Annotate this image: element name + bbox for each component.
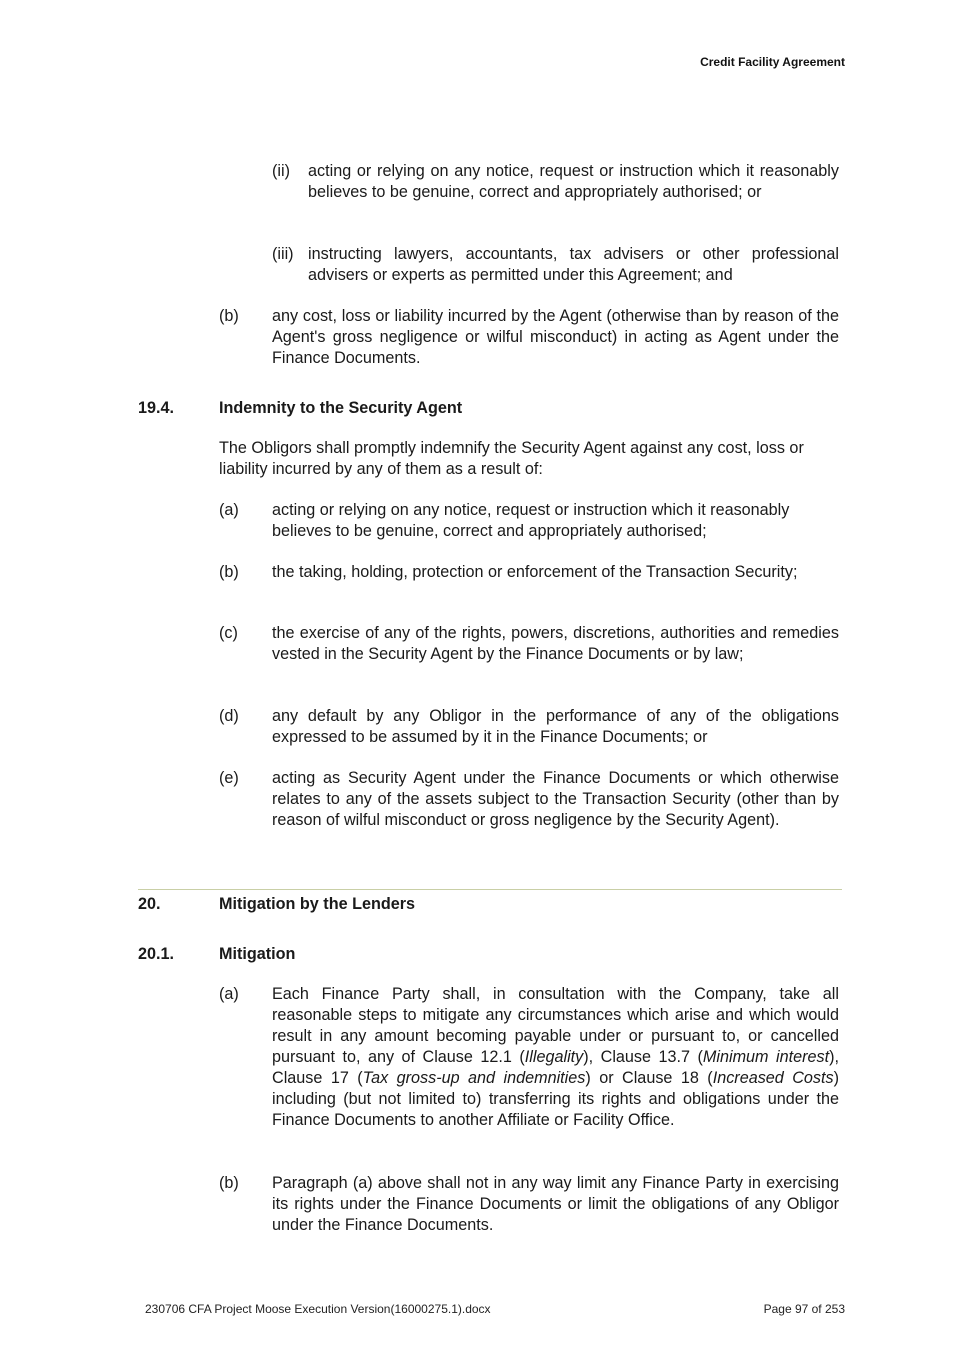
- list-item-label: (a): [219, 501, 239, 519]
- mitigation-paragraph-a: Each Finance Party shall, in consultation with the Company, take all reasonable steps to mitigate any circumstances which arise and which would result in any amount becoming payable under or pursuant to, or cancelled pursuant to, any of Clause 12.1 (Illegality), Clause 13.7 (Minimum interest), Clause 17 (Tax gross-up and indemnities) or Clause 18 (Increased Costs) including (but not limited to) transferring its rights and obligations under the Finance Documents to another Affiliate or Facility Office.: [272, 985, 840, 1129]
- running-header: Credit Facility Agreement: [700, 55, 845, 69]
- section-divider: [138, 889, 842, 890]
- clause-title-20: Mitigation by the Lenders: [219, 895, 416, 913]
- list-item-label: (b): [219, 563, 239, 581]
- item-label-ii: (ii): [272, 162, 290, 180]
- list-item-text: the exercise of any of the rights, powers, discretions, authorities and remedies vested in the Security Agent by the Finance Documents or by law;: [272, 624, 839, 663]
- clause-title-19-4: Indemnity to the Security Agent: [219, 399, 463, 417]
- list-item-text: any default by any Obligor in the performance of any of the obligations expressed to be assumed by it in the Finance Documents; or: [272, 707, 839, 746]
- list-item-text: the taking, holding, protection or enforcement of the Transaction Security;: [272, 563, 798, 581]
- footer-page-number: Page 97 of 253: [763, 1302, 845, 1316]
- list-item-label: (e): [219, 769, 239, 787]
- item-label-iii: (iii): [272, 245, 294, 263]
- clause-title-20-1: Mitigation: [219, 945, 296, 963]
- clause-intro-19-4: The Obligors shall promptly indemnify the Security Agent against any cost, loss or liability incurred by any of them as a result of:: [219, 439, 804, 478]
- list-item-text: acting as Security Agent under the Finance Documents or which otherwise relates to any of the assets subject to the Transaction Security (other than by reason of wilful misconduct or gross negligence by the Security Agent).: [272, 769, 839, 829]
- item-text-iii: instructing lawyers, accountants, tax advisers or other professional advisers or experts as permitted under this Agreement; and: [308, 245, 839, 284]
- clause-number-19-4: 19.4.: [138, 399, 175, 417]
- item-text-b: any cost, loss or liability incurred by the Agent (otherwise than by reason of the Agent's gross negligence or wilful misconduct) in acting as Agent under the Finance Documents.: [272, 307, 839, 367]
- clause-number-20: 20.: [138, 895, 161, 913]
- footer-document-name: 230706 CFA Project Moose Execution Version(16000275.1).docx: [145, 1302, 491, 1316]
- list-item-label: (b): [219, 1174, 239, 1192]
- list-item-label: (a): [219, 985, 239, 1003]
- clause-number-20-1: 20.1.: [138, 945, 175, 963]
- item-text-ii: acting or relying on any notice, request or instruction which it reasonably believes to be genuine, correct and appropriately authorised; or: [308, 162, 839, 201]
- list-item-label: (c): [219, 624, 238, 642]
- list-item-label: (d): [219, 707, 239, 725]
- item-label-b: (b): [219, 307, 239, 325]
- mitigation-paragraph-b: Paragraph (a) above shall not in any way limit any Finance Party in exercising its rights under the Finance Documents or limit the obligations of any Obligor under the Finance Documents.: [272, 1174, 839, 1234]
- list-item-text: acting or relying on any notice, request or instruction which it reasonably believes to be genuine, correct and appropriately authorised;: [272, 501, 790, 540]
